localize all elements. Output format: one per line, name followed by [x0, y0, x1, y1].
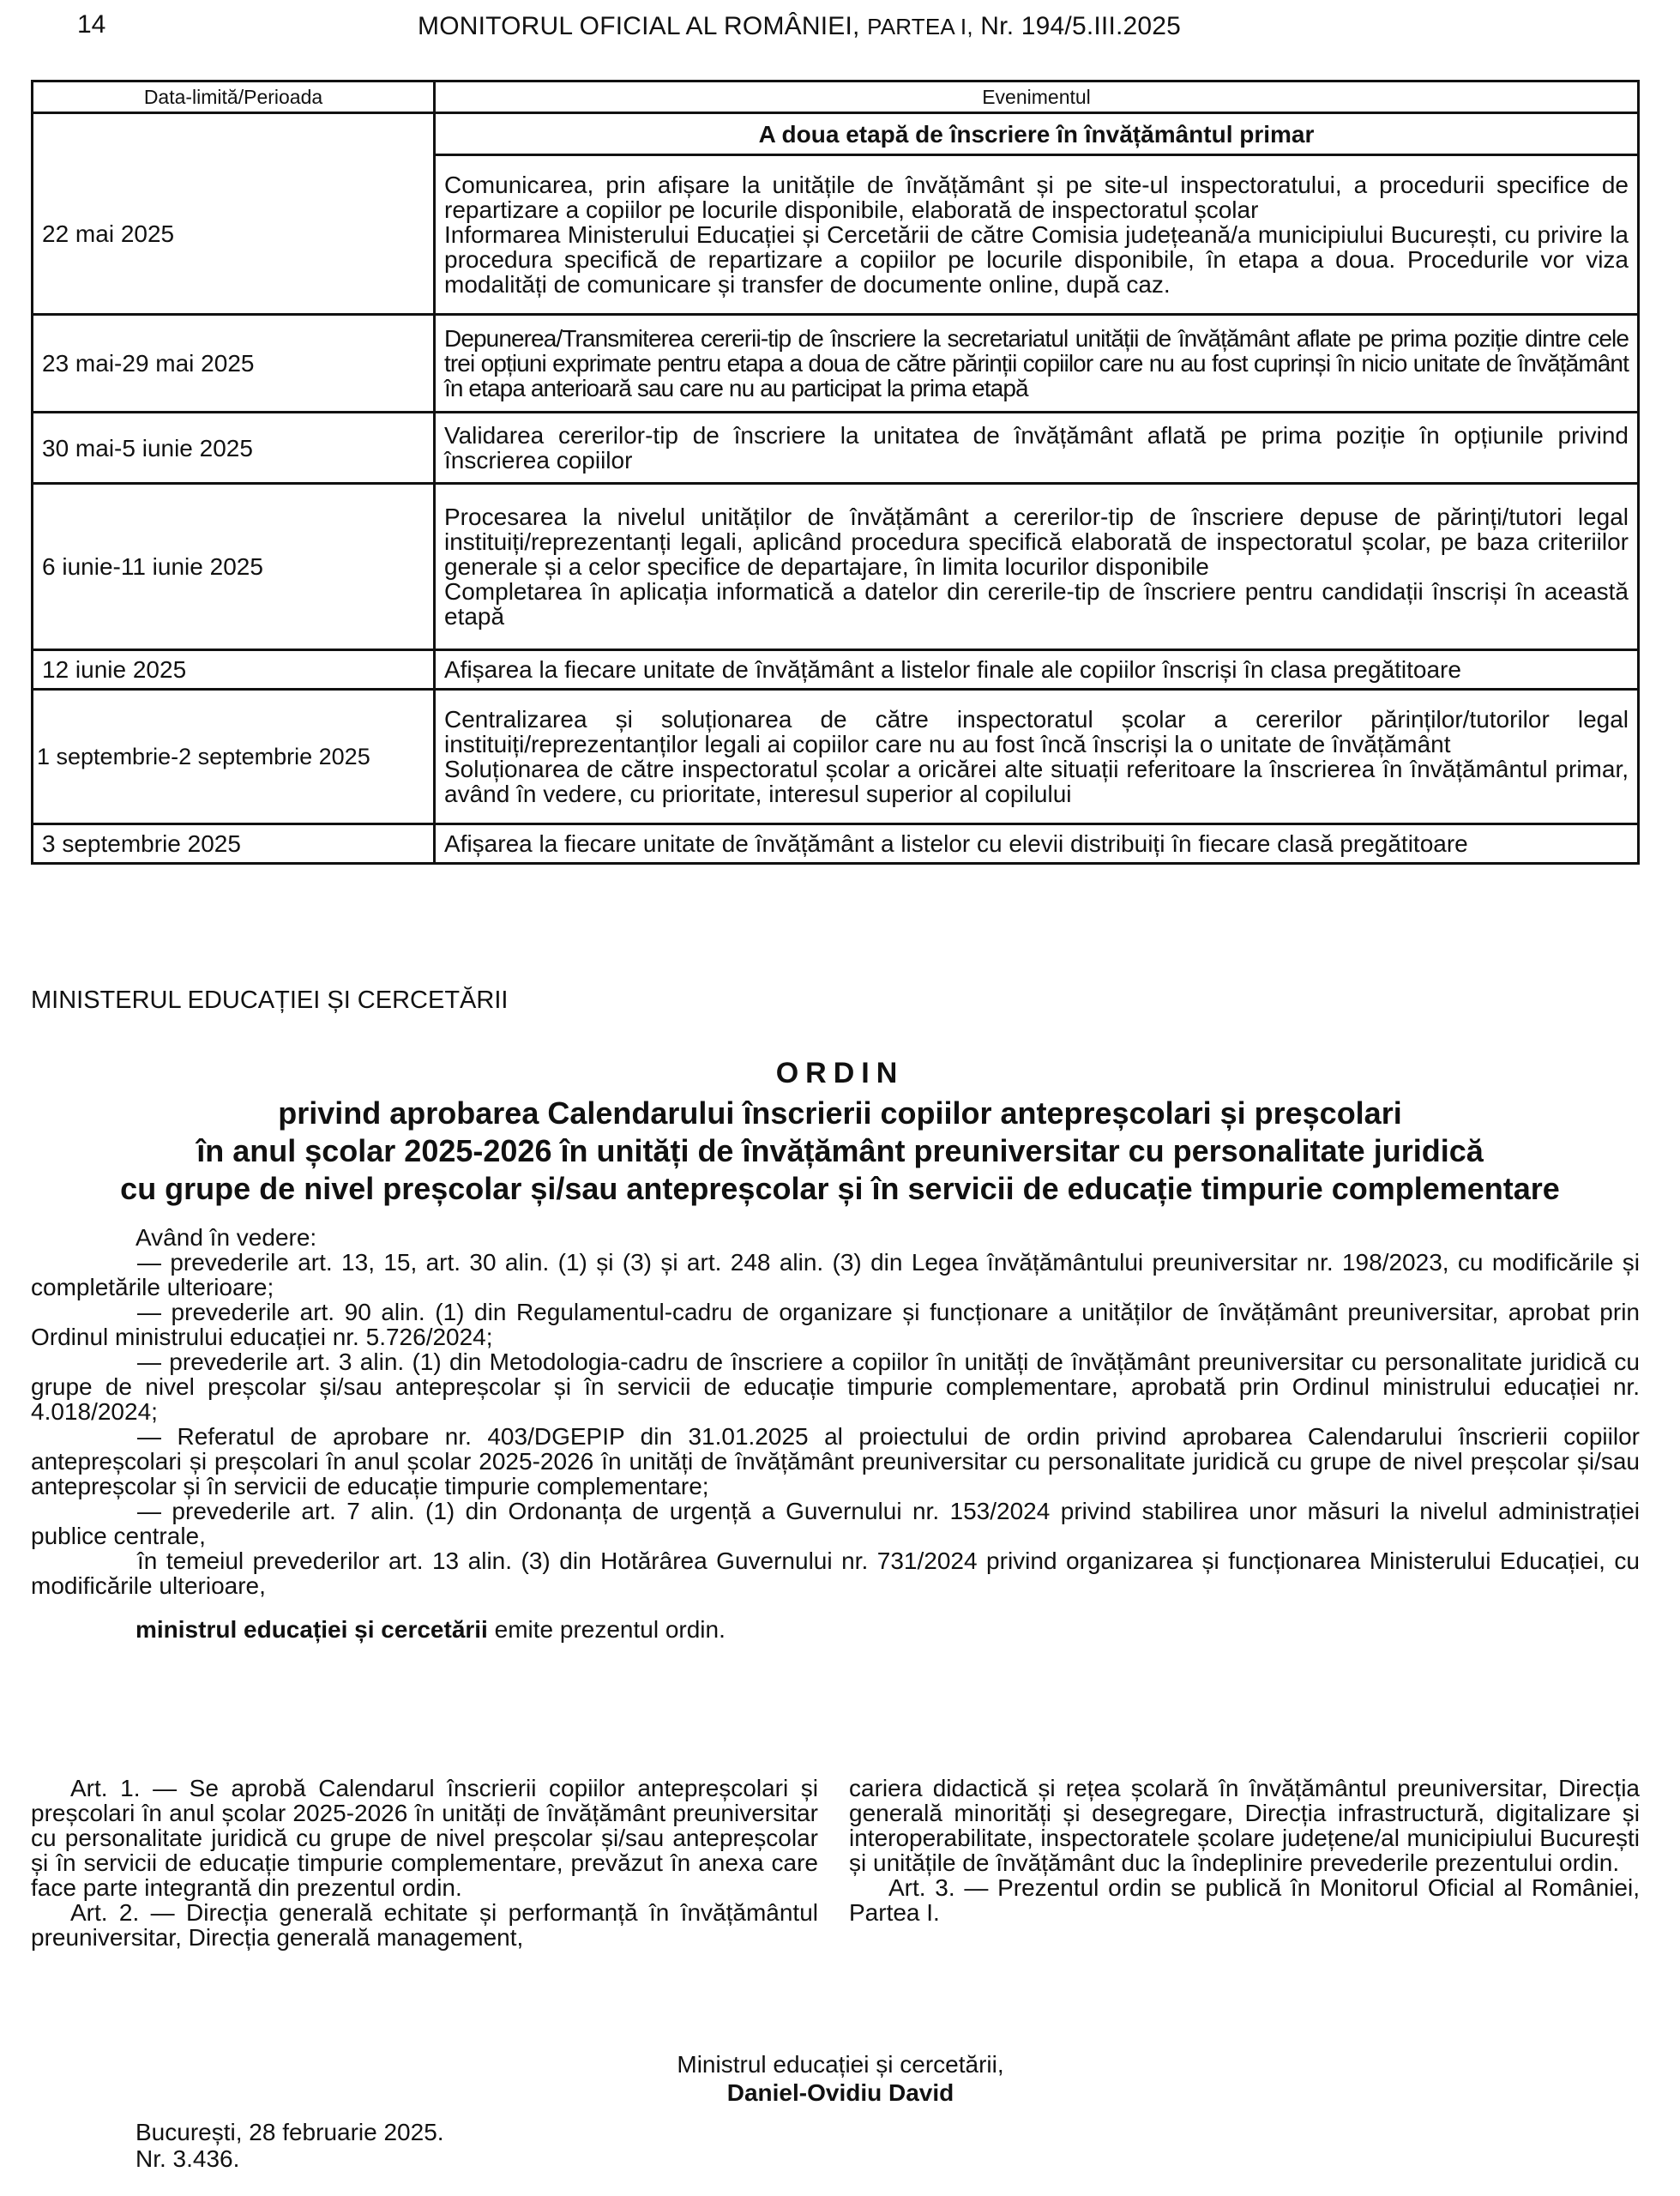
article-1: Art. 1. — Se aprobă Calendarul înscrierii copiilor antepreșcolari și preșcolari în anul școlar 2025-2026 în unități de învățământ preuniversitar cu personalitate juridică cu grupe de nivel preșcolar și/sau antepreșcolar și în servicii de educație timpurie complementare, prevăzut în anexa care face parte integrantă din prezentul ordin. [31, 1775, 818, 1901]
preamble-intro: Având în vedere: [135, 1224, 317, 1251]
issuer-bold: ministrul educației și cercetării [135, 1616, 488, 1643]
table-row [33, 155, 1639, 315]
event-text: Informarea Ministerului Educației și Cercetării de către Comisia județeană/a municipiului București, cu privire la procedura specifică de repartizare a copiilor pe locurile disponibile, în etapa a doua. Procedurile vor viza modalități de comunicare și transfer de documente online, după caz. [444, 221, 1629, 298]
preamble-item: — prevederile art. 13, 15, art. 30 alin. (1) și (3) și art. 248 alin. (3) din Legea învățământului preuniversitar nr. 198/2023, cu modificările și completările ulterioare; [31, 1249, 1640, 1300]
page-number: 14 [77, 10, 106, 39]
issuer-rest: emite prezentul ordin. [487, 1616, 726, 1643]
signature-block [566, 2050, 1115, 2107]
row-event [435, 155, 1639, 315]
header-part: PARTEA I, [867, 14, 973, 39]
order-heading: ORDIN [775, 1057, 905, 1089]
header-issue: Nr. 194/5.III.2025 [980, 12, 1182, 40]
event-text: Soluționarea de către inspectoratul școlar a oricărei alte situații referitoare la înscrierea în învățământul primar, având în vedere, cu prioritate, interesul superior al copilului [444, 756, 1629, 807]
event-text: Completarea în aplicația informatică a datelor din cererile-tip de înscriere pentru candidații înscriși în această etapă [444, 578, 1629, 630]
row-date: 30 mai-5 iunie 2025 [33, 413, 435, 484]
row-event [435, 690, 1639, 824]
order-subtitle-line: în anul școlar 2025-2026 în unități de învățământ preuniversitar cu personalitate juridică [196, 1133, 1484, 1168]
table-row [33, 484, 1639, 650]
event-text: Validarea cererilor-tip de înscriere la unitatea de învățământ aflată pe prima poziție în opțiunile privind înscrierea copiilor [444, 422, 1629, 474]
row-event [435, 824, 1639, 864]
table-row [33, 690, 1639, 824]
preamble-item: în temeiul prevederilor art. 13 alin. (3) din Hotărârea Guvernului nr. 731/2024 privind organizarea și funcționarea Ministerului Educației, cu modificările ulterioare, [31, 1547, 1640, 1599]
article-2-start: Art. 2. — Direcția generală echitate și performanță în învățământul preuniversitar, Direcția generală management, [31, 1899, 818, 1951]
preamble-item: — prevederile art. 3 alin. (1) din Metodologia-cadru de înscriere a copiilor în unități de învățământ preuniversitar cu personalitate juridică cu grupe de nivel preșcolar și/sau antepreșcolar și în servicii de educație timpurie complementare, aprobată prin Ordinul ministrului educației nr. 4.018/2024; [31, 1348, 1640, 1425]
event-text: Comunicarea, prin afișare la unitățile de învățământ și pe site-ul inspectoratului, a procedurii specifice de repartizare a copiilor pe locurile disponibile, elaborată de inspectoratul școlar [444, 172, 1629, 223]
preamble [31, 1225, 1640, 1642]
row-date: 1 septembrie-2 septembrie 2025 [33, 690, 435, 824]
row-event [435, 315, 1639, 413]
article-3: Art. 3. — Prezentul ordin se publică în Monitorul Oficial al României, Partea I. [849, 1874, 1640, 1926]
table-row [33, 650, 1639, 690]
row-event [435, 650, 1639, 690]
article-2-continuation: cariera didactică și rețea școlară în învățământul preuniversitar, Direcția generală minorități și desegregare, Direcția infrastructură, digitalizare și interoperabilitate, inspectoratele școlare județene/al municipiului București și unitățile de învățământ duc la îndeplinire prevederile prezentului ordin. [849, 1775, 1640, 1876]
row-date: 22 mai 2025 [33, 155, 435, 315]
event-text: Centralizarea și soluționarea de către inspectoratul școlar a cererilor părinților/tutorilor legal instituiți/reprezentanților legali ai copiilor care nu au fost încă înscriși la o unitate de învățământ [444, 706, 1629, 757]
order-subtitle [0, 1095, 1680, 1208]
header-title: MONITORUL OFICIAL AL ROMÂNIEI, [418, 12, 860, 40]
row-date: 3 septembrie 2025 [33, 824, 435, 864]
column-header-event: Evenimentul [435, 81, 1639, 113]
preamble-item: — prevederile art. 90 alin. (1) din Regulamentul-cadru de organizare și funcționare a unităților de învățământ preuniversitar, aprobat prin Ordinul ministrului educației nr. 5.726/2024; [31, 1299, 1640, 1350]
event-text: Afișarea la fiecare unitate de învățământ a listelor cu elevii distribuiți în fiecare clasă pregătitoare [444, 830, 1468, 857]
table-row [33, 413, 1639, 484]
table-row [33, 315, 1639, 413]
row-date: 6 iunie-11 iunie 2025 [33, 484, 435, 650]
articles-left-column [31, 1776, 818, 1950]
row-event [435, 484, 1639, 650]
order-number: Nr. 3.436. [135, 2145, 240, 2172]
signer-name: Daniel-Ovidiu David [726, 2079, 954, 2106]
event-text: Afișarea la fiecare unitate de învățământ a listelor finale ale copiilor înscriși în clasa pregătitoare [444, 656, 1461, 683]
signer-role: Ministrul educației și cercetării, [677, 2051, 1004, 2078]
event-text: Depunerea/Transmiterea cererii-tip de înscriere la secretariatul unității de învățământ aflate pe prima poziție dintre cele trei opțiuni exprimate pentru etapa a doua de către părinții copiilor care nu au fost cuprinși în nicio unitate de învățământ în etapa anterioară sau care nu au participat la prima etapă [444, 325, 1629, 401]
issuer-line [31, 1617, 1640, 1642]
running-header [418, 12, 1181, 41]
place-date-block [135, 2119, 444, 2172]
row-event [435, 413, 1639, 484]
ministry-name: MINISTERUL EDUCAȚIEI ȘI CERCETĂRII [31, 986, 509, 1014]
articles-right-column [849, 1776, 1640, 1925]
preamble-item: — Referatul de aprobare nr. 403/DGEPIP din 31.01.2025 al proiectului de ordin privind aprobarea Calendarului înscrierii copiilor antepreșcolari și preșcolari în anul școlar 2025-2026 în unități de învățământ preuniversitar cu personalitate juridică cu grupe de nivel preșcolar și/sau antepreșcolar și în servicii de educație timpurie complementare; [31, 1423, 1640, 1499]
place-date: București, 28 februarie 2025. [135, 2119, 444, 2145]
section-title-row [33, 113, 1639, 155]
table-header-row [33, 81, 1639, 113]
order-subtitle-line: privind aprobarea Calendarului înscrierii copiilor antepreșcolari și preșcolari [278, 1095, 1402, 1131]
schedule-table [31, 80, 1640, 865]
section-title-spacer [33, 113, 435, 155]
row-date: 23 mai-29 mai 2025 [33, 315, 435, 413]
table-row [33, 824, 1639, 864]
section-title: A doua etapă de înscriere în învățământul primar [435, 113, 1639, 155]
order-subtitle-line: cu grupe de nivel preșcolar și/sau antepreșcolar și în servicii de educație timpurie complementare [120, 1171, 1560, 1206]
row-date: 12 iunie 2025 [33, 650, 435, 690]
column-header-date: Data-limită/Perioada [33, 81, 435, 113]
preamble-item: — prevederile art. 7 alin. (1) din Ordonanța de urgență a Guvernului nr. 153/2024 privind stabilirea unor măsuri la nivelul administrației publice centrale, [31, 1498, 1640, 1549]
event-text: Procesarea la nivelul unităților de învățământ a cererilor-tip de înscriere depuse de părinți/tutori legal instituiți/reprezentanți legali, aplicând procedura specifică elaborată de inspectoratul școlar, pe baza criteriilor generale și a celor specifice de departajare, în limita locurilor disponibile [444, 504, 1629, 580]
